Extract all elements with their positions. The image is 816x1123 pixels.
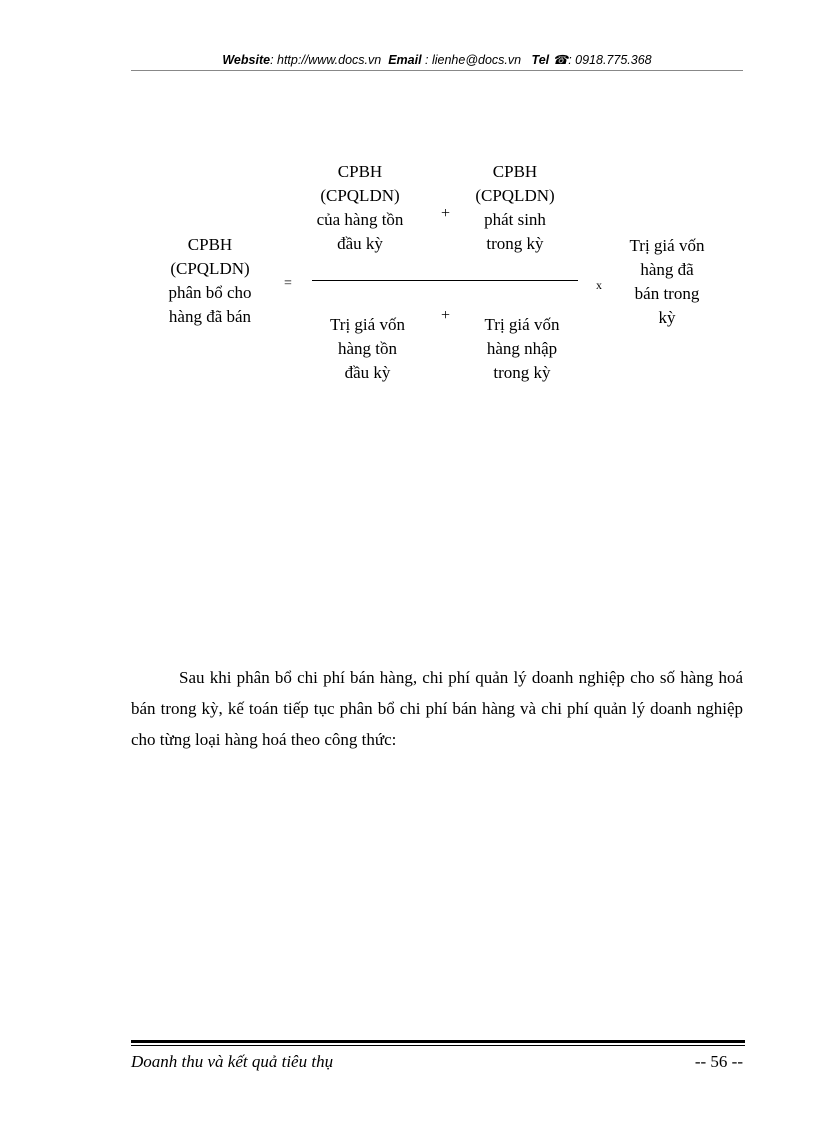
times-sign: x <box>596 278 602 292</box>
formula-line: kỳ <box>658 308 676 327</box>
email-value: : lienhe@docs.vn <box>425 53 522 67</box>
email-label: Email <box>388 53 422 67</box>
formula-line: trong kỳ <box>486 234 544 253</box>
footer-title: Doanh thu và kết quả tiêu thụ <box>131 1052 334 1071</box>
formula-line: đầu kỳ <box>337 234 383 253</box>
formula-line: CPBH <box>187 235 233 254</box>
website-value: : http://www.docs.vn <box>270 53 382 67</box>
formula-line: hàng tồn <box>337 339 398 358</box>
footer-rule-thick <box>131 1040 745 1043</box>
formula-line: phân bổ cho <box>168 283 252 302</box>
denominator-plus: + <box>441 307 451 324</box>
formula-line: CPBH <box>337 162 383 181</box>
equals-sign: = <box>284 276 292 291</box>
tel-label: Tel <box>531 53 550 67</box>
fraction-line <box>312 280 578 281</box>
formula-line: của hàng tồn <box>316 210 404 229</box>
formula-line: Trị giá vốn <box>484 315 560 334</box>
page-header <box>131 50 743 70</box>
formula-line: (CPQLDN) <box>170 259 250 278</box>
formula-line: trong kỳ <box>493 363 551 382</box>
body-paragraph <box>131 662 743 755</box>
denominator-left <box>305 313 430 385</box>
formula-line: Trị giá vốn <box>330 315 405 334</box>
formula-line: phát sinh <box>484 210 546 229</box>
formula-line: hàng nhập <box>486 339 558 358</box>
phone-icon: ☎ <box>552 53 569 67</box>
formula-line: đầu kỳ <box>344 363 391 382</box>
formula-line: (CPQLDN) <box>320 186 400 205</box>
denominator-right <box>462 313 582 385</box>
formula-line: (CPQLDN) <box>475 186 555 205</box>
formula-lhs <box>150 233 270 329</box>
formula-rhs <box>607 234 727 330</box>
tel-value: : 0918.775.368 <box>568 53 652 67</box>
paragraph-text: Sau khi phân bổ chi phí bán hàng, chi phí quản lý doanh nghiệp cho số hàng hoá bán trong kỳ, kế toán tiếp tục phân bổ chi phí bán hàng và chi phí quản lý doanh nghiệp cho từng loại hàng hoá theo công thức: <box>131 668 743 749</box>
page-number: -- 56 -- <box>694 1052 743 1071</box>
numerator-right <box>455 160 575 256</box>
formula-line: CPBH <box>492 162 538 181</box>
formula-line: hàng đã <box>640 260 694 279</box>
header-rule <box>131 70 743 71</box>
footer-rule-thin <box>131 1045 745 1046</box>
formula-line: bán trong <box>634 284 700 303</box>
formula-line: hàng đã bán <box>168 307 252 326</box>
formula-line: Trị giá vốn <box>629 236 705 255</box>
numerator-left <box>295 160 425 256</box>
numerator-plus: + <box>441 205 451 222</box>
website-label: Website <box>222 53 271 67</box>
